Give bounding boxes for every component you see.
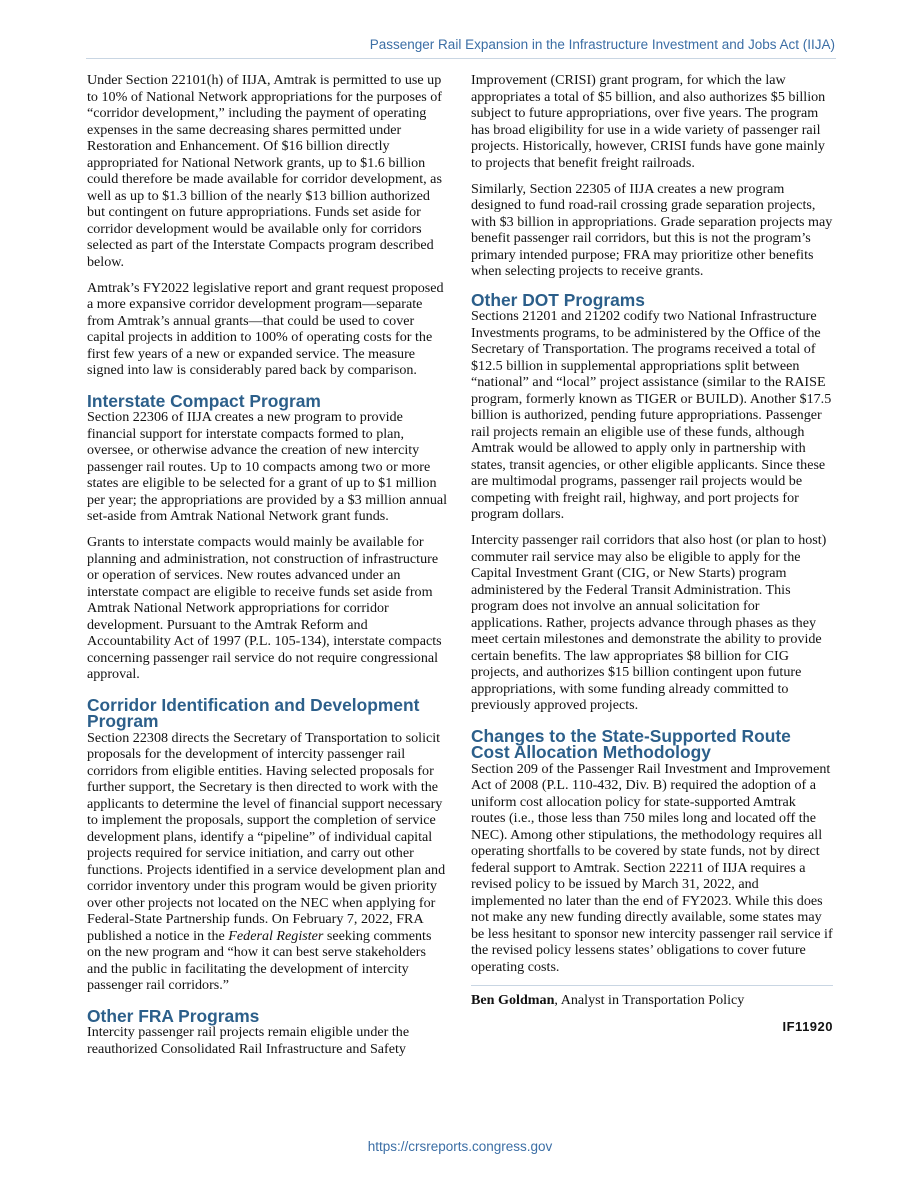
running-header-title: Passenger Rail Expansion in the Infrastructure Investment and Jobs Act (IIJA) <box>369 37 835 52</box>
author-name: Ben Goldman <box>471 991 555 1008</box>
section-heading-other-dot-programs: Other DOT Programs <box>471 289 645 310</box>
paragraph: Under Section 22101(h) of IIJA, Amtrak is permitted to use up to 10% of National Network appropriations for the purposes of “corridor development,” including the payment of operating expenses in the same decreasing shares permitted under Restoration and Enhancement. Of $16 billion directly appropriated for National Network grants, up to $1.6 billion could therefore be made available for corridor development, as well as up to $1.3 billion of the nearly $13 billion authorized but contingent on future appropriations. Funds set aside for corridor development would be available only for corridors selected as part of the Interstate Compacts program described below. <box>87 72 443 270</box>
paragraph-text: Section 22308 directs the Secretary of Transportation to solicit proposals for the development of intercity passenger rail corridors from eligible entities. Having selected proposals for further support, the Secretary is then directed to work with the applicants to determine the level of financial support necessary to implement the proposals, support the completion of service development plans, identify a “pipeline” of individual capital projects required for service initiation, and carry out other functions. Projects identified in a service development plan and corridor inventory under this program would be given priority over other projects not located on the NEC when applying for Federal-State Partnership funds. On February 7, 2022, FRA published a notice in the <box>87 729 446 944</box>
footer-url-link[interactable]: https://crsreports.congress.gov <box>367 1139 553 1154</box>
header-divider <box>86 58 836 59</box>
paragraph <box>87 730 448 994</box>
report-id: IF11920 <box>782 1019 833 1034</box>
paragraph: Section 209 of the Passenger Rail Investment and Improvement Act of 2008 (P.L. 110-432, Div. B) required the adoption of a uniform cost allocation policy for state-supported Amtrak routes (i.e., those less than 750 miles long and located off the NEC). Among other stipulations, the methodology requires all operating shortfalls to be covered by state funds, not by direct federal support to Amtrak. Section 22211 of IIJA requires a revised policy to be issued by March 31, 2022, and implemented no later than the end of FY2023. While this does not make any new funding directly available, some states may be less hesitant to sponsor new intercity passenger rail service if the revised policy lessens states’ obligations to cover future operating costs. <box>471 760 833 975</box>
paragraph: Improvement (CRISI) grant program, for which the law appropriates a total of $5 billion, and also authorizes $5 billion subject to future appropriations, over five years. The program has broad eligibility for use in a wide variety of passenger rail projects. Historically, however, CRISI funds have gone mainly to projects that benefit freight railroads. <box>471 72 826 171</box>
federal-register-italic: Federal Register <box>228 927 324 944</box>
paragraph: Amtrak’s FY2022 legislative report and grant request proposed a more expansive corridor development program—separate from Amtrak’s annual grants—that could be used to cover capital projects in addition to 100% of operating costs for the first few years of a new or expanded service. The measure signed into law is considerably pared back by comparison. <box>87 279 444 378</box>
section-heading-cost-allocation: Changes to the State-Supported Route Cost Allocation Methodology <box>471 725 791 762</box>
right-column <box>471 72 833 1034</box>
paragraph: Intercity passenger rail projects remain eligible under the reauthorized Consolidated Rail Infrastructure and Safety <box>87 1024 410 1057</box>
section-heading-interstate-compact: Interstate Compact Program <box>87 390 321 411</box>
paragraph: Similarly, Section 22305 of IIJA creates a new program designed to fund road-rail crossing grade separation projects, with $3 billion in appropriations. Grade separation projects may benefit passenger rail corridors, but this is not the program’s primary intended purpose; FRA may prioritize other benefits when selecting projects to receive grants. <box>471 180 833 279</box>
section-heading-corridor-identification: Corridor Identification and Development Program <box>87 694 420 731</box>
paragraph: Section 22306 of IIJA creates a new program to provide financial support for interstate compacts formed to plan, oversee, or otherwise advance the creation of new intercity passenger rail routes. Up to 10 compacts among two or more states are eligible to be selected for a grant of up to $1 million per year; the appropriations are provided by a $3 million annual set-aside from Amtrak National Network grant funds. <box>87 409 448 524</box>
left-column <box>87 72 448 1067</box>
paragraph: Intercity passenger rail corridors that also host (or plan to host) commuter rail service may also be eligible to apply for the Capital Investment Grant (CIG, or New Starts) program administered by the Federal Transit Administration. This program does not involve an annual solicitation for applications. Rather, projects advance through phases as they meet certain milestones and demonstrate the ability to provide certain benefits. The law appropriates $8 billion for CIG projects, and authorizes $15 billion contingent upon future appropriations, with some funding already committed to previously approved projects. <box>471 532 827 713</box>
author-line <box>471 992 833 1009</box>
author-divider <box>471 985 833 986</box>
paragraph: Grants to interstate compacts would mainly be available for planning and administration, not construction of infrastructure or operation of services. New routes advanced under an interstate compact are eligible to receive funds set aside from Amtrak National Network appropriations for corridor development. Pursuant to the Amtrak Reform and Accountability Act of 1997 (P.L. 105-134), interstate compacts concerning passenger rail service do not require congressional approval. <box>87 534 442 682</box>
section-heading-other-fra-programs: Other FRA Programs <box>87 1005 260 1026</box>
paragraph-text: seeking comments on the new program and “how it can best serve stakeholders and the public in facilitating the development of intercity passenger rail corridors.” <box>87 927 432 993</box>
paragraph: Sections 21201 and 21202 codify two National Infrastructure Investments programs, to be administered by the Office of the Secretary of Transportation. The programs received a total of $12.5 billion in supplemental appropriations split between “national” and “local” project assistance (similar to the RAISE program, formerly known as TIGER or BUILD). Another $17.5 billion is authorized, pending future appropriations. Passenger rail projects remain an eligible use of these funds, although Amtrak would be allowed to apply only in partnership with states, transit agencies, or other eligible applicants. Since these are multimodal programs, passenger rail projects would be competing with freight rail, highway, and port projects for program dollars. <box>471 308 832 522</box>
author-title: , Analyst in Transportation Policy <box>554 991 745 1008</box>
